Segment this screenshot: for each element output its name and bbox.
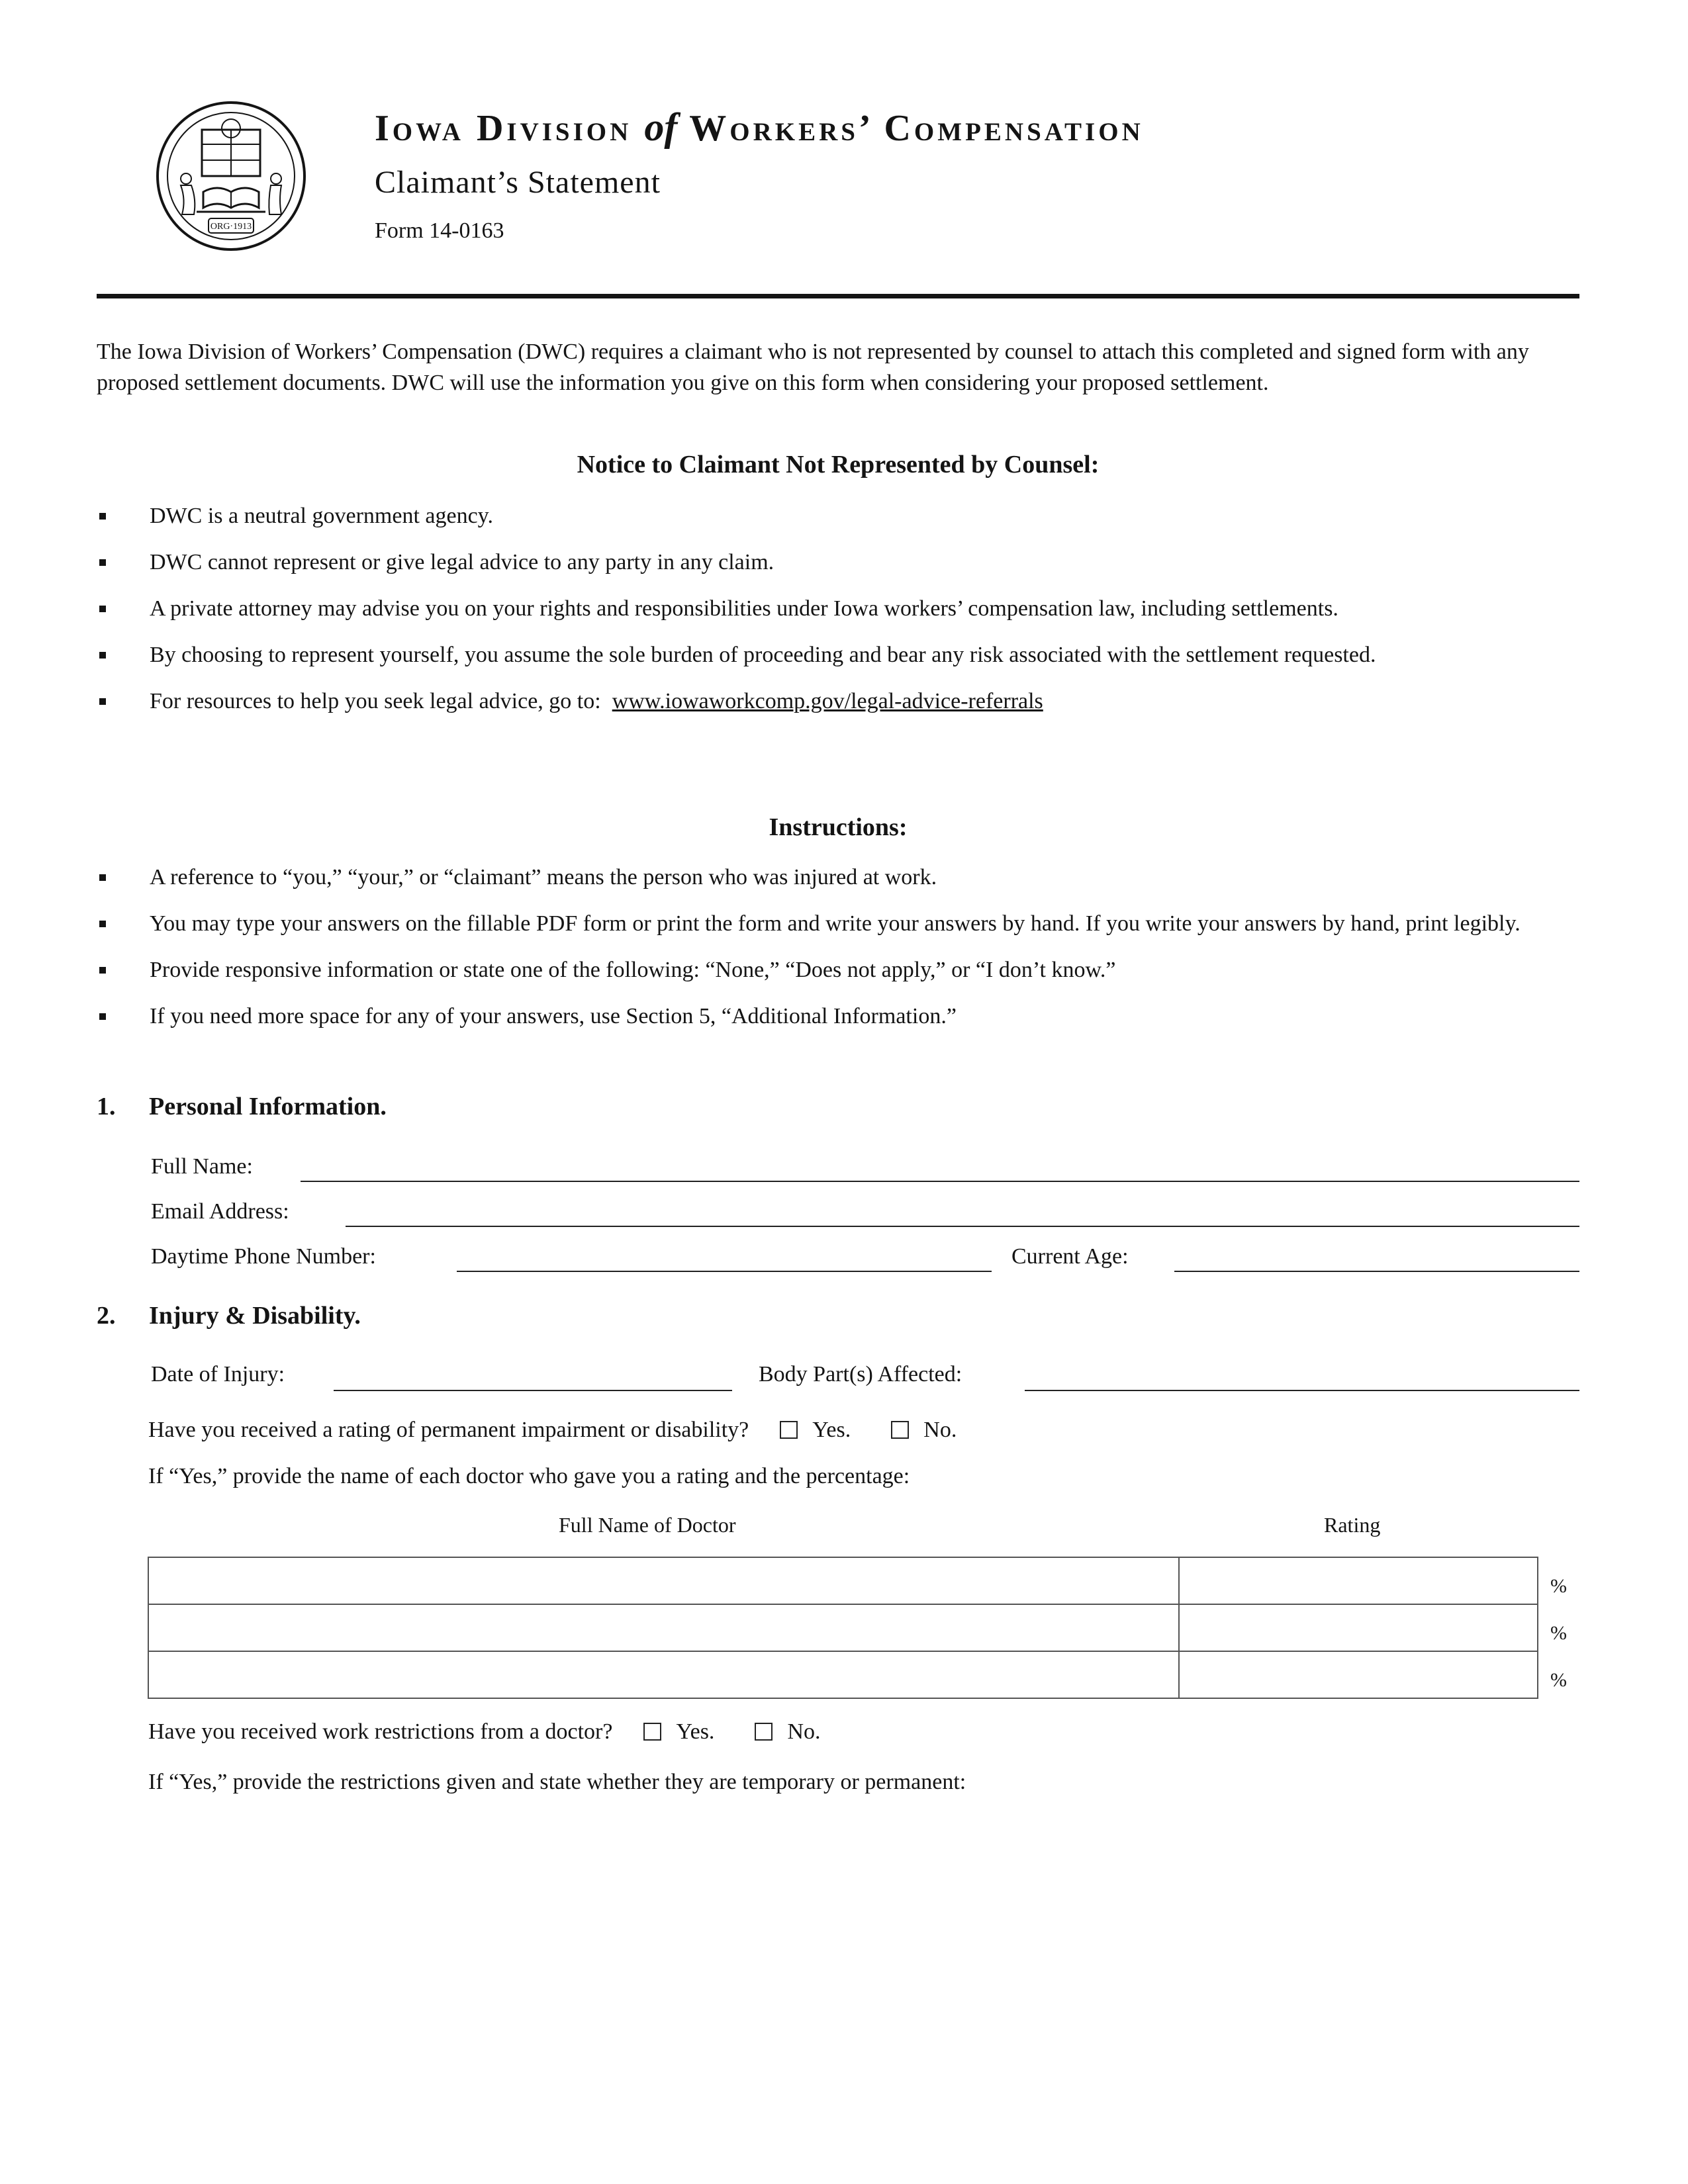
rating-no-checkbox[interactable]: [891, 1421, 909, 1439]
division-seal-logo: [156, 101, 306, 251]
section-2-title: Injury & Disability.: [149, 1302, 361, 1330]
date-of-injury-field[interactable]: [334, 1390, 732, 1391]
body-parts-label: Body Part(s) Affected:: [759, 1362, 962, 1387]
list-item: Provide responsive information or state one of the following: “None,” “Does not apply,” or “I don’t know.”: [97, 954, 1586, 985]
rating-cell[interactable]: [1179, 1604, 1538, 1651]
restrictions-no-checkbox[interactable]: [755, 1723, 773, 1741]
phone-label: Daytime Phone Number:: [151, 1244, 376, 1269]
full-name-field[interactable]: [301, 1181, 1579, 1182]
table-row: [148, 1651, 1538, 1698]
doctor-name-cell[interactable]: [148, 1651, 1179, 1698]
list-item: DWC cannot represent or give legal advice to any party in any claim.: [97, 547, 1586, 578]
email-field[interactable]: [346, 1226, 1579, 1227]
email-label: Email Address:: [151, 1199, 289, 1224]
restrictions-question: Have you received work restrictions from a doctor?: [148, 1719, 613, 1744]
section-1-title: Personal Information.: [149, 1093, 387, 1120]
percent-sign: %: [1550, 1622, 1567, 1644]
rating-yes-label: Yes.: [812, 1418, 851, 1442]
rating-cell[interactable]: [1179, 1557, 1538, 1604]
doctor-name-cell[interactable]: [148, 1557, 1179, 1604]
list-item: [97, 686, 1586, 717]
notice-list: [97, 500, 1586, 732]
org-title-of: of: [644, 105, 678, 149]
restrictions-yes-label: Yes.: [676, 1719, 715, 1744]
document-title: Claimant’s Statement: [375, 165, 661, 200]
instructions-list: [97, 862, 1586, 1047]
doctor-name-cell[interactable]: [148, 1604, 1179, 1651]
table-header-rating: Rating: [1324, 1513, 1381, 1537]
current-age-label: Current Age:: [1011, 1244, 1129, 1269]
restrictions-no-label: No.: [787, 1719, 821, 1744]
intro-paragraph: The Iowa Division of Workers’ Compensation (DWC) requires a claimant who is not represented by counsel to attach this completed and signed form with any proposed settlement documents. DWC will use the information you give on this form when considering your proposed settlement.: [97, 340, 1529, 395]
restrictions-question-row: [148, 1719, 821, 1745]
resource-text: For resources to help you seek legal advice, go to:: [150, 689, 601, 713]
restrictions-yes-checkbox[interactable]: [643, 1723, 661, 1741]
percent-sign: %: [1550, 1669, 1567, 1691]
notice-heading: Notice to Claimant Not Represented by Counsel:: [577, 451, 1100, 478]
table-header-doctor: Full Name of Doctor: [559, 1513, 736, 1537]
list-item: You may type your answers on the fillable PDF form or print the form and write your answers by hand. If you write your answers by hand, print legibly.: [97, 908, 1586, 939]
section-1-heading: [97, 1092, 387, 1121]
legal-referrals-link[interactable]: www.iowaworkcomp.gov/legal-advice-referrals: [612, 689, 1043, 713]
form-number: Form 14-0163: [375, 218, 504, 243]
section-2-heading: [97, 1301, 361, 1330]
current-age-field[interactable]: [1174, 1271, 1579, 1272]
section-2-number: 2.: [97, 1302, 116, 1330]
organization-title: [375, 105, 1144, 150]
rating-question: Have you received a rating of permanent impairment or disability?: [148, 1418, 749, 1442]
instructions-heading: Instructions:: [769, 813, 908, 841]
org-title-part1: Iowa Division: [375, 108, 632, 149]
org-title-part2: Workers’ Compensation: [689, 108, 1144, 149]
date-of-injury-label: Date of Injury:: [151, 1362, 285, 1387]
section-1-number: 1.: [97, 1093, 116, 1120]
seal-year-text: ORG·1913: [210, 222, 252, 232]
rating-yes-checkbox[interactable]: [780, 1421, 798, 1439]
rating-followup-text: If “Yes,” provide the name of each doctor who gave you a rating and the percentage:: [148, 1464, 910, 1488]
list-item: DWC is a neutral government agency.: [97, 500, 1586, 531]
restrictions-followup-text: If “Yes,” provide the restrictions given and state whether they are temporary or permanent:: [148, 1770, 966, 1794]
full-name-label: Full Name:: [151, 1154, 253, 1179]
rating-no-label: No.: [923, 1418, 957, 1442]
phone-field[interactable]: [457, 1271, 992, 1272]
body-parts-field[interactable]: [1025, 1390, 1579, 1391]
percent-sign: %: [1550, 1575, 1567, 1597]
list-item: By choosing to represent yourself, you assume the sole burden of proceeding and bear any risk associated with the settlement requested.: [97, 639, 1586, 670]
rating-question-row: [148, 1418, 957, 1443]
list-item: A reference to “you,” “your,” or “claimant” means the person who was injured at work.: [97, 862, 1586, 893]
table-row: [148, 1604, 1538, 1651]
list-item: A private attorney may advise you on your rights and responsibilities under Iowa workers’ compensation law, including settlements.: [97, 593, 1586, 624]
doctor-ratings-table: [148, 1557, 1538, 1699]
rating-cell[interactable]: [1179, 1651, 1538, 1698]
list-item: If you need more space for any of your answers, use Section 5, “Additional Information.”: [97, 1001, 1586, 1032]
table-row: [148, 1557, 1538, 1604]
header-divider: [97, 294, 1579, 298]
